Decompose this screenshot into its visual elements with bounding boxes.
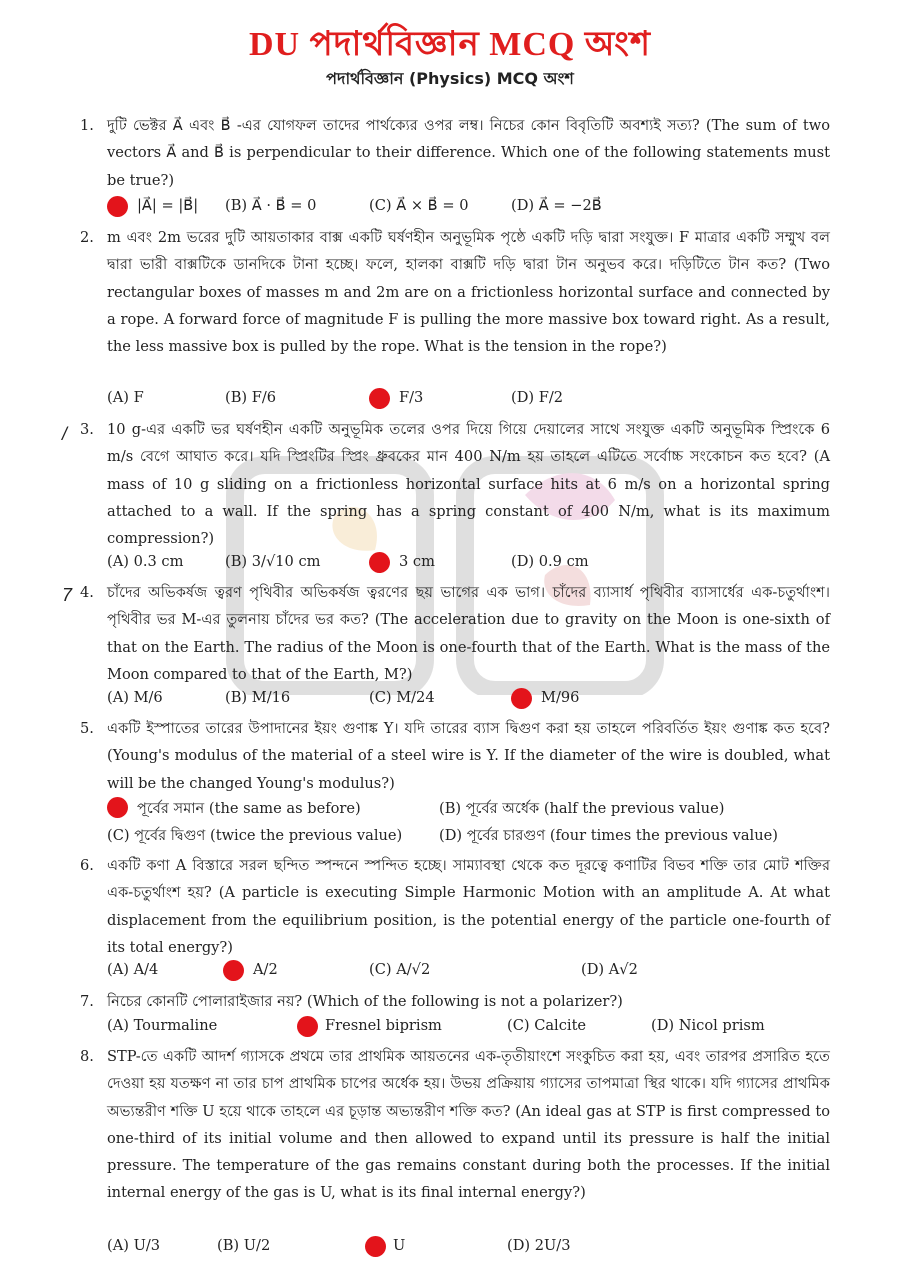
question-1 <box>80 112 830 194</box>
option-c[interactable]: (C) Calcite <box>507 1017 587 1034</box>
question-2 <box>80 224 830 360</box>
question-8 <box>80 1043 830 1207</box>
page-title: DU পদার্থবিজ্ঞান MCQ অংশ <box>248 26 652 63</box>
options-8 <box>107 1237 827 1263</box>
question-text: নিচের কোনটি পোলারাইজার নয়? (Which of the following is not a polarizer?) <box>107 993 623 1010</box>
question-number: 7. <box>80 993 94 1010</box>
answer-marker <box>223 960 244 981</box>
question-7 <box>80 988 830 1015</box>
question-text: একটি ইস্পাতের তারের উপাদানের ইয়ং গুণাঙ্ক Y। যদি তারের ব্যাস দ্বিগুণ করা হয় তাহলে পরিবর্তিত ইয়ং গুণাঙ্ক কত হবে? (Young's modulus of the material of a steel wire is Y. If the diameter of the wire is doubled, what will be the changed Young's modulus?) <box>107 720 830 792</box>
question-number: 2. <box>80 229 94 246</box>
option-d[interactable]: (D) A√2 <box>581 961 638 978</box>
option-d[interactable]: (D) F/2 <box>511 389 564 406</box>
answer-marker <box>369 388 390 409</box>
question-number: 6. <box>80 857 94 874</box>
option-c[interactable]: U <box>393 1237 406 1254</box>
question-text: চাঁদের অভিকর্ষজ ত্বরণ পৃথিবীর অভিকর্ষজ ত্বরণের ছয় ভাগের এক ভাগ। চাঁদের ব্যাসার্ধ পৃথিবীর ব্যাসার্ধের এক-চতুর্থাংশ। পৃথিবীর ভর M-এর তুলনায় চাঁদের ভর কত? (The acceleration due to gravity on the Moon is one-sixth of that on the Earth. The radius of the Moon is one-fourth that of the Earth. What is the mass of the Moon compared to that of the Earth, M?) <box>107 584 830 683</box>
option-b[interactable]: A/2 <box>253 961 278 978</box>
question-text: দুটি ভেক্টর A⃗ এবং B⃗ -এর যোগফল তাদের পার্থক্যের ওপর লম্ব। নিচের কোন বিবৃতিটি অবশ্যই সত্য? (The sum of two vectors A⃗ and B⃗ is perpendicular to their difference. Which one of the following statements must be true?) <box>107 117 830 189</box>
option-b[interactable]: (B) পূর্বের অর্ধেক (half the previous value) <box>439 800 725 817</box>
option-d[interactable]: (D) পূর্বের চারগুণ (four times the previous value) <box>439 827 778 844</box>
options-5b <box>107 825 827 851</box>
answer-marker <box>107 797 128 818</box>
question-text: STP-তে একটি আদর্শ গ্যাসকে প্রথমে তার প্রাথমিক আয়তনের এক-তৃতীয়াংশে সংকুচিত করা হয়, এবং তারপর প্রসারিত হতে দেওয়া হয় যতক্ষণ না তার চাপ প্রাথমিক চাপের অর্ধেক হয়। উভয় প্রক্রিয়ায় গ্যাসের তাপমাত্রা স্থির থাকে। যদি গ্যাসের প্রাথমিক অভ্যন্তরীণ শক্তি U হয়ে থাকে তাহলে এর চূড়ান্ত অভ্যন্তরীণ শক্তি কত? (An ideal gas at STP is first compressed to one-third of its initial volume and then allowed to expand until its pressure is half the initial pressure. The temperature of the gas remains constant during both the processes. If the initial internal energy of the gas is U, what is its final internal energy?) <box>107 1048 830 1202</box>
options-5a <box>107 798 827 824</box>
option-a[interactable]: |A⃗| = |B⃗| <box>137 197 199 214</box>
option-a[interactable]: (A) U/3 <box>107 1237 161 1254</box>
option-d[interactable]: (D) Nicol prism <box>651 1017 765 1034</box>
option-b[interactable]: Fresnel biprism <box>325 1017 442 1034</box>
option-d[interactable]: (D) 0.9 cm <box>511 553 589 570</box>
question-number: 3. <box>80 421 94 438</box>
page-subtitle: পদার্থবিজ্ঞান (Physics) MCQ অংশ <box>326 69 574 88</box>
option-d[interactable]: (D) A⃗ = −2B⃗ <box>511 197 602 214</box>
option-b[interactable]: (B) U/2 <box>217 1237 271 1254</box>
question-number: 8. <box>80 1048 94 1065</box>
question-4 <box>80 579 830 688</box>
options-4 <box>107 689 827 715</box>
question-5 <box>80 715 830 797</box>
option-a[interactable]: (A) A/4 <box>107 961 159 978</box>
answer-marker <box>297 1016 318 1037</box>
option-a[interactable]: পূর্বের সমান (the same as before) <box>137 800 361 817</box>
answer-marker <box>369 552 390 573</box>
option-c[interactable]: (C) A/√2 <box>369 961 431 978</box>
answer-marker <box>107 196 128 217</box>
question-3 <box>80 416 830 552</box>
option-b[interactable]: (B) M/16 <box>225 689 291 706</box>
question-text: একটি কণা A বিস্তারে সরল ছন্দিত স্পন্দনে স্পন্দিত হচ্ছে। সাম্যাবস্থা থেকে কত দূরত্বে কণাটির বিভব শক্তি তার মোট শক্তির এক-চতুর্থাংশ হয়? (A particle is executing Simple Harmonic Motion with an amplitude A. At what displacement from the equilibrium position, is the potential energy of the particle one-fourth of its total energy?) <box>107 857 830 956</box>
options-2 <box>107 389 827 415</box>
handwritten-tick: / <box>62 424 68 444</box>
handwritten-tick: 7 <box>62 585 73 605</box>
option-c[interactable]: (C) M/24 <box>369 689 435 706</box>
option-b[interactable]: (B) 3/√10 cm <box>225 553 321 570</box>
option-a[interactable]: (A) 0.3 cm <box>107 553 184 570</box>
options-1 <box>107 197 827 223</box>
option-a[interactable]: (A) M/6 <box>107 689 163 706</box>
option-d[interactable]: M/96 <box>541 689 580 706</box>
answer-marker <box>365 1236 386 1257</box>
question-number: 1. <box>80 117 94 134</box>
option-a[interactable]: (A) F <box>107 389 144 406</box>
question-6 <box>80 852 830 961</box>
option-c[interactable]: 3 cm <box>399 553 435 570</box>
question-number: 4. <box>80 584 94 601</box>
option-c[interactable]: (C) পূর্বের দ্বিগুণ (twice the previous value) <box>107 827 403 844</box>
options-7 <box>107 1017 827 1043</box>
option-b[interactable]: (B) F/6 <box>225 389 277 406</box>
question-text: m এবং 2m ভরের দুটি আয়তাকার বাক্স একটি ঘর্ষণহীন অনুভূমিক পৃষ্ঠে একটি দড়ি দ্বারা সংযুক্ত। F মাত্রার একটি সম্মুখ বল দ্বারা ভারী বাক্সটিকে ডানদিকে টানা হচ্ছে। ফলে, হালকা বাক্সটি দড়ি দ্বারা টান অনুভব করে। দড়িটিতে টান কত? (Two rectangular boxes of masses m and 2m are on a frictionless horizontal surface and connected by a rope. A forward force of magnitude F is pulling the more massive box toward right. As a result, the less massive box is pulled by the rope. What is the tension in the rope?) <box>107 229 830 356</box>
question-text: 10 g-এর একটি ভর ঘর্ষণহীন একটি অনুভূমিক তলের ওপর দিয়ে গিয়ে দেয়ালের সাথে সংযুক্ত একটি অনুভূমিক স্প্রিংকে 6 m/s বেগে আঘাত করে। যদি স্প্রিংটির স্প্রিং ধ্রুবকের মান 400 N/m হয় তাহলে এটিতে সর্বোচ্চ সংকোচন কত হবে? (A mass of 10 g sliding on a frictionless horizontal surface hits at 6 m/s on a horizontal spring attached to a wall. If the spring has a spring constant of 400 N/m, what is its maximum compression?) <box>107 421 830 548</box>
option-c[interactable]: F/3 <box>399 389 424 406</box>
option-a[interactable]: (A) Tourmaline <box>107 1017 218 1034</box>
options-3 <box>107 553 827 579</box>
option-d[interactable]: (D) 2U/3 <box>507 1237 571 1254</box>
answer-marker <box>511 688 532 709</box>
question-number: 5. <box>80 720 94 737</box>
option-b[interactable]: (B) A⃗ · B⃗ = 0 <box>225 197 317 214</box>
option-c[interactable]: (C) A⃗ × B⃗ = 0 <box>369 197 469 214</box>
options-6 <box>107 961 827 987</box>
